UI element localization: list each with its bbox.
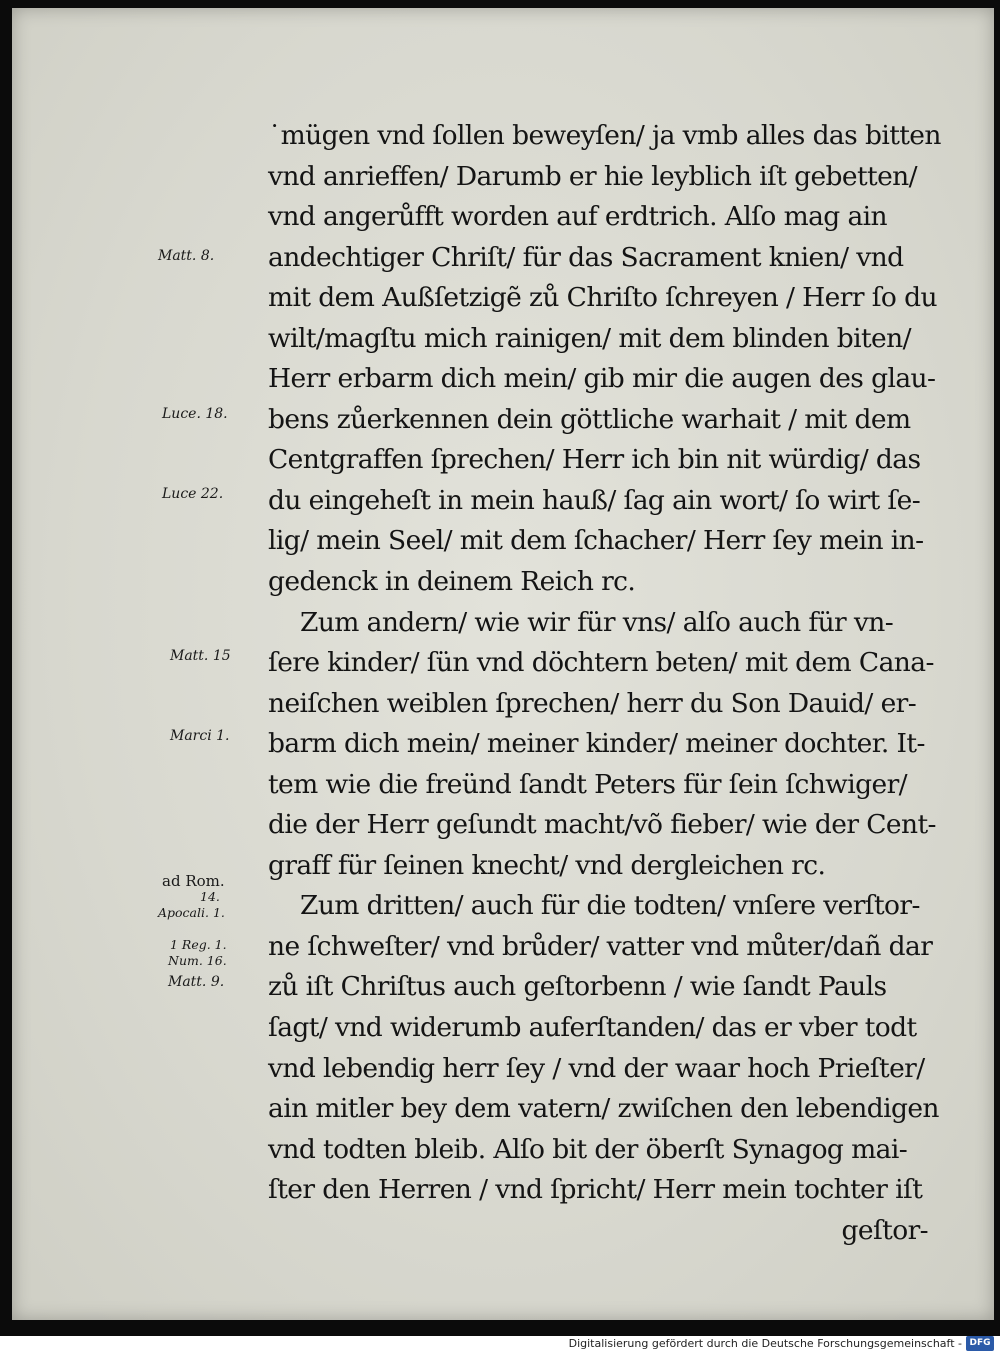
book-page <box>12 8 994 1320</box>
margin-note-luce-22: Luce 22. <box>162 486 224 502</box>
text-line-8: bens zůerkennen dein göttliche warhait / mit dem <box>268 403 911 435</box>
text-line-27: ſter den Herren / vnd ſpricht/ Herr mein tochter iſt <box>268 1174 923 1206</box>
margin-note-marci-1: Marci 1. <box>170 728 230 744</box>
text-line-19: graff für ſeinen knecht/ vnd dergleichen rc. <box>268 849 826 881</box>
text-line-23: ſagt/ vnd widerumb auferſtanden/ das er vber todt <box>268 1012 917 1044</box>
text-line-18: die der Herr geſundt macht/võ fieber/ wie der Cent- <box>268 809 936 841</box>
text-line-13: Zum andern/ wie wir für vns/ alſo auch für vn- <box>300 606 894 638</box>
main-text-block <box>268 116 941 1251</box>
text-line-16: barm dich mein/ meiner kinder/ meiner dochter. It- <box>268 728 925 760</box>
text-line-17: tem wie die freünd ſandt Peters für ſein ſchwiger/ <box>268 768 907 800</box>
margin-note-apocal: Apocali. 1. <box>158 905 225 920</box>
margin-note-14: 14. <box>200 889 220 904</box>
text-line-14: ſere kinder/ ſün vnd döchtern beten/ mit dem Cana- <box>268 647 934 679</box>
text-line-21: ne ſchweſter/ vnd brůder/ vatter vnd můter/dañ dar <box>268 930 933 962</box>
digitization-credit: Digitalisierung gefördert durch die Deutsche Forschungsgemeinschaft - <box>568 1337 962 1350</box>
margin-note-ad-rom: ad Rom. <box>162 872 225 890</box>
margin-note-luce-18: Luce. 18. <box>162 406 228 422</box>
text-line-3: vnd angerůfft worden auf erdtrich. Alſo mag ain <box>268 201 888 233</box>
margin-note-num-16: Num. 16. <box>168 953 227 968</box>
text-line-4: andechtiger Chriſt/ für das Sacrament knien/ vnd <box>268 241 904 273</box>
text-line-22: zů iſt Chriſtus auch geſtorbenn / wie ſandt Pauls <box>268 971 887 1003</box>
text-line-20: Zum dritten/ auch für die todten/ vnſere verſtor- <box>300 890 920 922</box>
text-line-1: ˙mügen vnd ſollen beweyſen/ ja vmb alles das bitten <box>268 120 941 151</box>
catchword: geſtor- <box>841 1214 928 1246</box>
text-line-25: ain mitler bey dem vatern/ zwiſchen den lebendigen <box>268 1093 939 1125</box>
text-line-9: Centgraffen ſprechen/ Herr ich bin nit würdig/ das <box>268 444 921 476</box>
margin-note-reg: 1 Reg. 1. <box>170 937 227 952</box>
text-line-15: neiſchen weiblen ſprechen/ herr du Son Dauid/ er- <box>268 687 917 719</box>
text-line-24: vnd lebendig herr ſey / vnd der waar hoch Prieſter/ <box>268 1052 925 1084</box>
margin-note-matt-8: Matt. 8. <box>158 248 215 264</box>
text-line-12: gedenck in deinem Reich rc. <box>268 566 636 598</box>
margin-note-matt-15: Matt. 15 <box>170 648 231 664</box>
text-line-10: du eingeheſt in mein hauß/ ſag ain wort/ ſo wirt ſe- <box>268 484 921 516</box>
text-line-26: vnd todten bleib. Alſo bit der öberſt Synagog mai- <box>268 1133 908 1165</box>
dfg-logo: DFG <box>966 1336 994 1351</box>
text-line-11: lig/ mein Seel/ mit dem ſchacher/ Herr ſey mein in- <box>268 525 924 557</box>
margin-note-matt-9: Matt. 9. <box>168 974 225 990</box>
text-line-2: vnd anrieffen/ Darumb er hie leyblich iſt gebetten/ <box>268 160 917 192</box>
text-line-6: wilt/magſtu mich rainigen/ mit dem blinden biten/ <box>268 322 911 354</box>
text-line-7: Herr erbarm dich mein/ gib mir die augen des glau- <box>268 363 936 395</box>
text-line-5: mit dem Außſetzigẽ zů Chriſto ſchreyen / Herr ſo du <box>268 282 937 314</box>
